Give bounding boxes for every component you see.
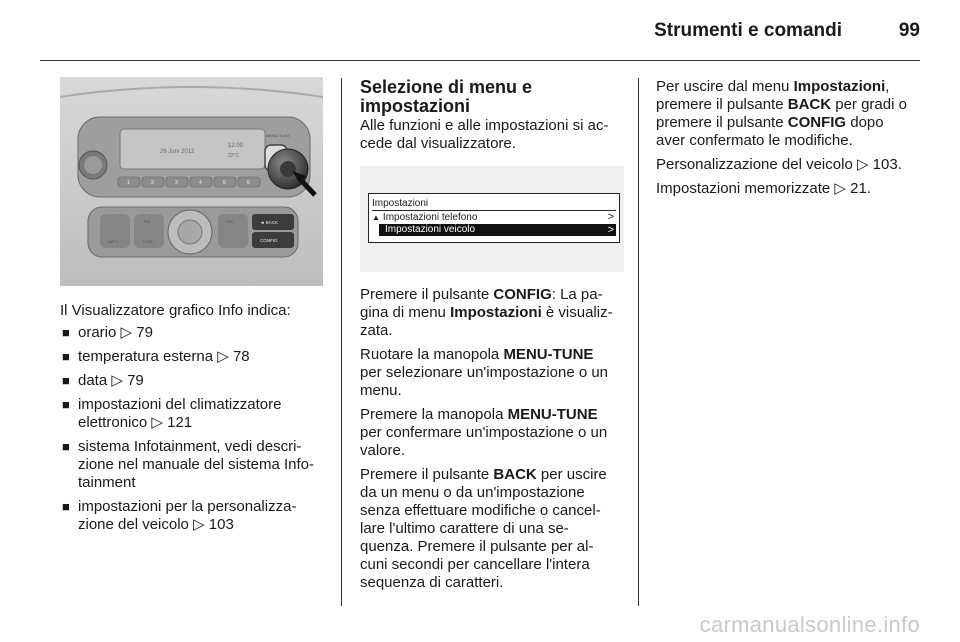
text-run: Premere il pulsante [360,286,494,303]
text-line: zata. [360,322,393,339]
page-ref: 103 [208,516,234,533]
preset-2: 2 [151,180,154,186]
text-line: aver confermato le modifiche. [656,132,853,149]
item-text: orario [78,324,117,341]
display-temp: 22°C [228,153,240,159]
back-keyword: BACK [493,466,537,483]
photo-fm-label: FM [144,219,150,224]
paragraph-config [360,286,626,340]
left-column [60,302,328,540]
preset-5: 5 [223,180,226,186]
page-ref-icon: ▷ [111,372,123,389]
middle-column-top [360,78,624,153]
item-text: ■ impostazioni per la personalizza- [78,498,297,515]
text-line: lare l'ultimo carattere di una se- [360,520,569,537]
preset-1: 1 [127,180,130,186]
text-run: : La pa- [551,286,603,303]
text-line: Alle funzioni e alle impostazioni si ac- [360,117,609,134]
preset-3: 3 [175,180,178,186]
infotainment-panel-illustration [60,77,323,286]
text-line: sequenza di caratteri. [360,574,504,591]
screen-separator [372,210,616,211]
screen-menu-item-vehicle-selected [379,224,616,236]
page-ref: 21. [850,180,871,197]
list-item [60,396,328,432]
preset-4: 4 [199,180,202,186]
text-line: per selezionare un'impostazione o un [360,364,609,381]
header-rule [40,60,920,61]
text-line: senza effettuare modifiche o cancel- [360,502,601,519]
display-intro: Il Visualizzatore grafico Info indica: [60,302,291,319]
page-ref: 103. [872,156,902,173]
text-run: è visualiz- [541,304,613,321]
ref-text: Impostazioni memorizzate [656,180,831,197]
impostazioni-keyword: Impostazioni [793,78,886,95]
photo-config-label: CONFIG [260,238,278,243]
text-run: premere il pulsante [656,114,788,131]
back-keyword: BACK [787,96,832,113]
text-run: gina di menu [360,304,451,321]
list-item [60,348,328,366]
item-text: temperatura esterna [78,348,214,365]
display-time: 12:00 [228,143,244,149]
preset-6: 6 [247,180,250,186]
right-column [656,78,926,204]
item-text: zione del veicolo [78,516,189,533]
photo-fav-label: FAV [226,219,234,224]
page-ref: 78 [232,348,250,365]
text-run: per uscire [536,466,607,483]
photo-info-label: INFO [108,239,118,244]
chevron-right-icon: > [607,211,614,223]
column-divider-2 [638,78,639,606]
menu-tune-keyword: MENU-TUNE [503,346,594,363]
screen-menu-item-phone [372,212,616,223]
text-run: Premere il pulsante [360,466,494,483]
page-ref: 79 [127,372,144,389]
page-ref-icon: ▷ [151,414,163,431]
page-ref-icon: ▷ [120,324,133,341]
paragraph-press [360,406,626,460]
settings-menu-display [368,193,620,243]
text-run: , [885,78,890,95]
list-item [60,372,328,390]
text-line: valore. [360,442,406,459]
text-line: quenza. Premere il pulsante per al- [360,538,594,555]
photo-tone-label: TONE [142,239,154,244]
chevron-right-icon: > [607,224,614,236]
display-items-list [60,324,328,534]
text-run: Premere la manopola [360,406,508,423]
list-item [60,324,328,342]
up-arrow-icon: ▲ [372,213,380,222]
page-ref-icon: ▷ [856,156,869,173]
infotainment-photo [60,77,323,286]
section-heading [360,78,624,116]
list-item [60,498,328,534]
page-ref-icon: ▷ [834,180,846,197]
text-line: cede dal visualizzatore. [360,135,516,152]
item-text: ■ impostazioni del climatizzatore [78,396,282,413]
impostazioni-keyword: Impostazioni [450,304,542,321]
text-run: dopo [846,114,884,131]
menu-item-label: Impostazioni veicolo [385,224,476,235]
page-ref-icon: ▷ [217,348,229,365]
page-number: 99 [898,20,920,41]
paragraph-back [360,466,626,592]
heading-line: Selezione di menu e [360,77,533,97]
cross-ref-memorized [656,180,926,198]
section-intro [360,117,624,153]
page-ref-icon: ▷ [193,516,205,533]
paragraph-exit [656,78,926,150]
cross-ref-vehicle [656,156,926,174]
text-line: menu. [360,382,402,399]
menu-item-label: Impostazioni telefono [382,212,478,223]
item-text: elettronico [78,414,148,431]
paragraph-rotate [360,346,626,400]
page-ref: 79 [136,324,153,341]
text-run: Per uscire dal menu [656,78,794,95]
item-text: zione nel manuale del sistema Info- [78,456,314,473]
item-text: data [78,372,108,389]
middle-column-instructions [360,286,626,598]
page-ref: 121 [167,414,193,431]
watermark: carmanualsonline.info [699,612,920,637]
display-date: 26 Juni 2012 [160,149,195,155]
config-keyword: CONFIG [493,286,552,303]
ref-text: Personalizzazione del veicolo [656,156,853,173]
column-divider-1 [341,78,342,606]
text-run: per gradi o [831,96,907,113]
settings-screen-illustration [360,166,624,272]
item-text: ■ sistema Infotainment, vedi descri- [78,438,302,455]
text-line: cuni secondi per cancellare l'intera [360,556,590,573]
config-keyword: CONFIG [787,114,847,131]
text-run: Ruotare la manopola [360,346,504,363]
screen-menu-title: Impostazioni [372,198,429,209]
item-text: tainment [78,474,136,491]
menu-tune-keyword: MENU-TUNE [507,406,598,423]
text-line: per confermare un'impostazione o un [360,424,608,441]
chapter-title: Strumenti e comandi [654,20,842,41]
photo-back-label: ◄ BACK [260,220,278,225]
list-item [60,438,328,492]
text-run: premere il pulsante [656,96,788,113]
text-line: da un menu o da un'impostazione [360,484,585,501]
heading-line: impostazioni [360,96,471,116]
menu-tune-label: MENU-TUNE [266,133,290,138]
